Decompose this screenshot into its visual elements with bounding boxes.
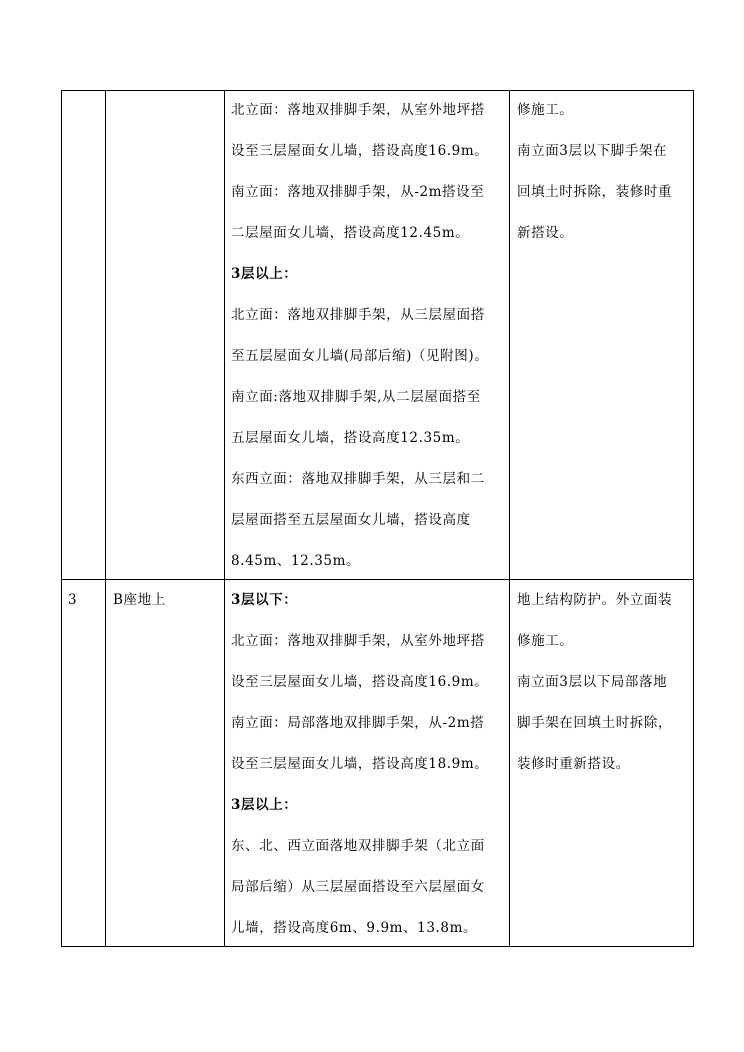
text-line: 修施工。 <box>517 102 574 118</box>
text-line: 回填土时拆除，装修时重 <box>517 184 673 200</box>
text-line: 脚手架在回填土时拆除， <box>517 715 673 731</box>
cell-scheme <box>224 580 509 949</box>
text-line: 东西立面：落地双排脚手架，从三层和二 <box>231 471 485 487</box>
text-line: 地上结构防护。外立面装 <box>517 592 673 608</box>
text-line: 东、北、西立面落地双排脚手架（北立面 <box>231 838 485 854</box>
text-line: 装修时重新搭设。 <box>517 756 630 772</box>
text-line: 局部后缩）从三层屋面搭设至六层屋面女 <box>231 879 485 895</box>
text-line: 南立面3层以下局部落地 <box>517 674 668 690</box>
text-line: 南立面：局部落地双排脚手架，从-2m搭 <box>231 715 485 731</box>
cell-no: 3 <box>68 592 78 608</box>
section-heading: 3层以下： <box>231 592 298 608</box>
cell-item: B座地上 <box>113 592 166 608</box>
text-line: 北立面：落地双排脚手架，从室外地坪搭 <box>231 102 485 118</box>
section-heading: 3层以上： <box>231 797 298 813</box>
text-line: 南立面3层以下脚手架在 <box>517 143 668 159</box>
text-line: 北立面：落地双排脚手架，从三层屋面搭 <box>231 307 485 323</box>
col-border <box>105 90 106 947</box>
text-line: 五层屋面女儿墙，搭设高度12.35m。 <box>231 430 470 446</box>
text-line: 修施工。 <box>517 633 574 649</box>
col-border <box>693 90 694 947</box>
text-line: 南立面:落地双排脚手架,从二层屋面搭至 <box>231 389 481 405</box>
text-line: 层屋面搭至五层屋面女儿墙，搭设高度 <box>231 512 471 528</box>
cell-item <box>105 90 224 131</box>
section-heading: 3层以上： <box>231 266 298 282</box>
text-line: 二层屋面女儿墙，搭设高度12.45m。 <box>231 225 470 241</box>
text-line: 儿墙，搭设高度6m、9.9m、13.8m。 <box>231 920 478 936</box>
text-line: 新搭设。 <box>517 225 574 241</box>
text-line: 8.45m、12.35m。 <box>231 553 361 569</box>
text-line: 设至三层屋面女儿墙，搭设高度16.9m。 <box>231 674 489 690</box>
text-line: 南立面：落地双排脚手架，从-2m搭设至 <box>231 184 485 200</box>
cell-remark <box>509 580 693 785</box>
cell-remark <box>509 90 693 254</box>
text-line: 至五层屋面女儿墙(局部后缩)（见附图)。 <box>231 348 489 364</box>
text-line: 设至三层屋面女儿墙，搭设高度18.9m。 <box>231 756 489 772</box>
text-line: 设至三层屋面女儿墙，搭设高度16.9m。 <box>231 143 489 159</box>
scaffold-table <box>61 90 694 947</box>
col-border <box>61 90 62 947</box>
cell-no <box>61 90 105 131</box>
cell-scheme <box>224 90 509 582</box>
text-line: 北立面：落地双排脚手架，从室外地坪搭 <box>231 633 485 649</box>
